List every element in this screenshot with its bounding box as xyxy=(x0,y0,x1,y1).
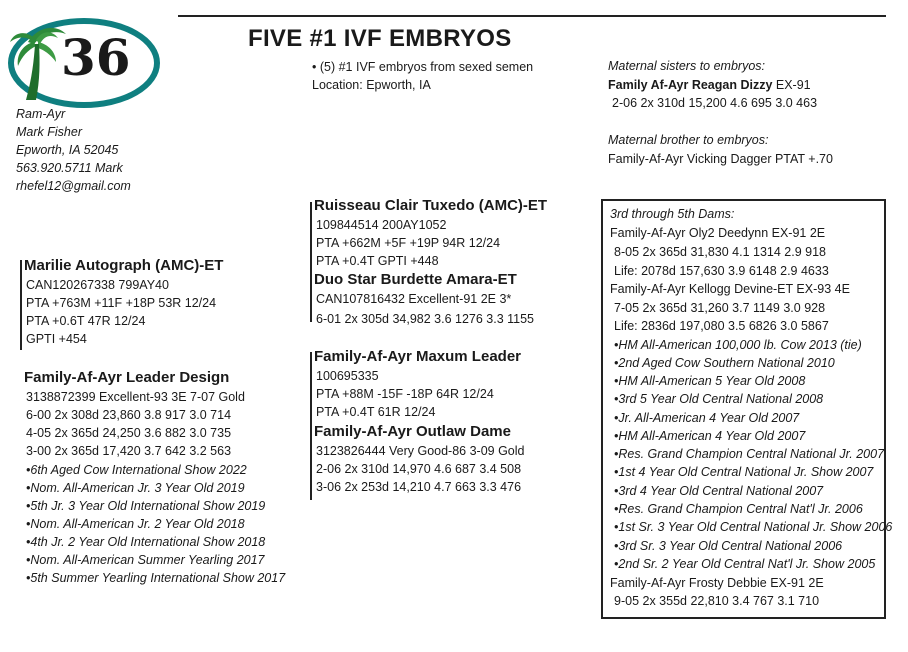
dams-box-honor: •2nd Aged Cow Southern National 2010 xyxy=(614,356,835,370)
dam-honor: •Nom. All-American Jr. 3 Year Old 2019 xyxy=(26,481,245,495)
dams-box-line: 7-05 2x 365d 31,260 3.7 1149 3.0 928 xyxy=(614,301,826,315)
dam-of-sire-line: CAN107816432 Excellent-91 2E 3* xyxy=(316,292,512,306)
pedigree-bracket xyxy=(20,260,22,350)
dam-honor: •4th Jr. 2 Year Old International Show 2018 xyxy=(26,535,266,549)
dams-box-honor: •3rd 4 Year Old Central National 2007 xyxy=(614,484,824,498)
dam-line: 4-05 2x 365d 24,250 3.6 882 3.0 735 xyxy=(26,426,232,440)
dam-of-sire-line: 6-01 2x 305d 34,982 3.6 1276 3.3 1155 xyxy=(316,312,535,326)
dams-box-honor: •3rd 5 Year Old Central National 2008 xyxy=(614,392,824,406)
dams-box-honor: •1st Sr. 3 Year Old Central National Jr. Show 2006 xyxy=(614,520,893,534)
dams-box-honor: •1st 4 Year Old Central National Jr. Show 2007 xyxy=(614,465,874,479)
dam-line: 3-00 2x 365d 17,420 3.7 642 3.2 563 xyxy=(26,444,232,458)
dams-box-line: Life: 2078d 157,630 3.9 6148 2.9 4633 xyxy=(614,264,829,278)
sisters-heading: Maternal sisters to embryos: xyxy=(608,59,765,73)
consignor-line: Ram-Ayr xyxy=(16,107,66,121)
dams-box-honor: •Jr. All-American 4 Year Old 2007 xyxy=(614,411,800,425)
pedigree-bracket xyxy=(310,352,312,500)
dams-box-honor: •2nd Sr. 2 Year Old Central Nat'l Jr. Show 2005 xyxy=(614,557,876,571)
dam-honor: •5th Jr. 3 Year Old International Show 2019 xyxy=(26,499,266,513)
embryo-bullet: • (5) #1 IVF embryos from sexed semen xyxy=(312,60,534,74)
brother-heading: Maternal brother to embryos: xyxy=(608,133,769,147)
brother-line: Family-Af-Ayr Vicking Dagger PTAT +.70 xyxy=(608,152,833,166)
dam-honor: •Nom. All-American Jr. 2 Year Old 2018 xyxy=(26,517,245,531)
dams-box-honor: •HM All-American 100,000 lb. Cow 2013 (tie) xyxy=(614,338,862,352)
dams-box-honor: •Res. Grand Champion Central Nat'l Jr. 2006 xyxy=(614,502,863,516)
sister-record: 2-06 2x 310d 15,200 4.6 695 3.0 463 xyxy=(612,96,818,110)
sire-line: CAN120267338 799AY40 xyxy=(26,278,169,292)
location: Location: Epworth, IA xyxy=(312,78,431,92)
dams-box-line: 8-05 2x 365d 31,830 4.1 1314 2.9 918 xyxy=(614,245,826,259)
dams-box-honor: •Res. Grand Champion Central National Jr. 2007 xyxy=(614,447,885,461)
dam-name: Family-Af-Ayr Leader Design xyxy=(24,369,230,386)
consignor-line: Epworth, IA 52045 xyxy=(16,143,119,157)
second-dam-line: 3123826444 Very Good-86 3-09 Gold xyxy=(316,444,525,458)
dam-of-sire-name: Duo Star Burdette Amara-ET xyxy=(314,271,517,288)
page-title: FIVE #1 IVF EMBRYOS xyxy=(248,25,512,52)
dams-box-line: Life: 2836d 197,080 3.5 6826 3.0 5867 xyxy=(614,319,829,333)
dam-line: 6-00 2x 308d 23,860 3.8 917 3.0 714 xyxy=(26,408,232,422)
consignor-line: rhefel12@gmail.com xyxy=(16,179,131,193)
dam-honor: •Nom. All-American Summer Yearling 2017 xyxy=(26,553,265,567)
dams-box-honor: •HM All-American 5 Year Old 2008 xyxy=(614,374,806,388)
dams-box-last-record: 9-05 2x 355d 22,810 3.4 767 3.1 710 xyxy=(614,594,820,608)
lot-number: 36 xyxy=(61,28,131,87)
mgs-line: PTA +0.4T 61R 12/24 xyxy=(316,405,436,419)
consignor-line: Mark Fisher xyxy=(16,125,82,139)
sister-name: Family Af-Ayr Reagan Dizzy xyxy=(608,78,773,92)
second-dam-line: 3-06 2x 253d 14,210 4.7 663 3.3 476 xyxy=(316,480,522,494)
sire-line: GPTI +454 xyxy=(26,332,87,346)
mgs-line: 100695335 xyxy=(316,369,379,383)
dams-box-honor: •HM All-American 4 Year Old 2007 xyxy=(614,429,806,443)
sister-score: EX-91 xyxy=(772,78,811,92)
second-dam-name: Family-Af-Ayr Outlaw Dame xyxy=(314,423,511,440)
consignor-line: 563.920.5711 Mark xyxy=(16,161,123,175)
sister-line xyxy=(608,76,811,94)
sire-of-sire-name: Ruisseau Clair Tuxedo (AMC)-ET xyxy=(314,197,548,214)
mgs-line: PTA +88M -15F -18P 64R 12/24 xyxy=(316,387,494,401)
dams-box-line: Family-Af-Ayr Oly2 Deedynn EX-91 2E xyxy=(610,226,826,240)
pedigree-bracket xyxy=(310,202,312,322)
dam-honor: •6th Aged Cow International Show 2022 xyxy=(26,463,247,477)
dams-box-honor: •3rd Sr. 3 Year Old Central National 2006 xyxy=(614,539,843,553)
sire-line: PTA +0.6T 47R 12/24 xyxy=(26,314,146,328)
sire-of-sire-line: PTA +662M +5F +19P 94R 12/24 xyxy=(316,236,501,250)
dams-box-last-name: Family-Af-Ayr Frosty Debbie EX-91 2E xyxy=(610,576,824,590)
sire-line: PTA +763M +11F +18P 53R 12/24 xyxy=(26,296,217,310)
sire-of-sire-line: PTA +0.4T GPTI +448 xyxy=(316,254,439,268)
top-rule xyxy=(178,15,886,17)
mgs-name: Family-Af-Ayr Maxum Leader xyxy=(314,348,521,365)
dam-honor: •5th Summer Yearling International Show 2017 xyxy=(26,571,286,585)
second-dam-line: 2-06 2x 310d 14,970 4.6 687 3.4 508 xyxy=(316,462,522,476)
dams-box-heading: 3rd through 5th Dams: xyxy=(610,207,735,221)
dams-box-line: Family-Af-Ayr Kellogg Devine-ET EX-93 4E xyxy=(610,282,850,296)
sire-name: Marilie Autograph (AMC)-ET xyxy=(24,257,224,274)
sire-of-sire-line: 109844514 200AY1052 xyxy=(316,218,447,232)
dam-line: 3138872399 Excellent-93 3E 7-07 Gold xyxy=(26,390,245,404)
